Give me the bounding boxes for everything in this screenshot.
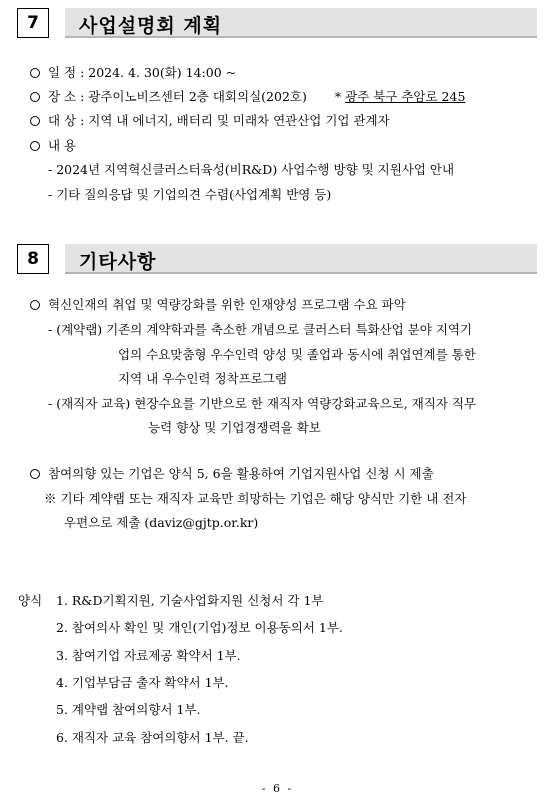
worker-edu-line: 능력 향상 및 기업경쟁력을 확보 — [148, 420, 321, 435]
form-item: 3. 참여기업 자료제공 확약서 1부. — [56, 648, 241, 663]
form-item: 2. 참여의사 확인 및 개인(기업)정보 이용동의서 1부. — [56, 620, 343, 635]
content-item: - 2024년 지역혁신클러스터육성(비R&D) 사업수행 방향 및 지원사업 안내 — [48, 162, 455, 177]
circle-bullet-icon — [30, 300, 40, 310]
form-item: 6. 재직자 교육 참여의향서 1부. 끝. — [56, 730, 249, 745]
section-title: 기타사항 — [79, 251, 157, 273]
schedule-place: 장 소 : 광주이노비즈센터 2층 대회의실(202호) * 광주 북구 추암로 245 — [30, 88, 465, 106]
circle-bullet-icon — [30, 92, 40, 102]
page-number: - 6 - — [261, 782, 294, 795]
circle-bullet-icon — [30, 469, 40, 479]
forms-label: 양식 — [18, 593, 43, 608]
content-item: - 기타 질의응답 및 기업의견 수렴(사업계획 반영 등) — [48, 187, 332, 202]
contract-lab-line: - (계약랩) 기존의 계약학과를 축소한 개념으로 클러스터 특화산업 분야 지역기 — [48, 322, 473, 337]
form-item: 4. 기업부담금 출자 확약서 1부. — [56, 675, 229, 690]
circle-bullet-icon — [30, 116, 40, 126]
section-7-header — [17, 8, 537, 38]
section-number: 8 — [17, 244, 49, 274]
circle-bullet-icon — [30, 141, 40, 151]
section-number: 7 — [17, 8, 49, 38]
worker-edu-line: - (재직자 교육) 현장수요를 기반으로 한 재직자 역량강화교육으로, 재직자 직무 — [48, 396, 477, 411]
contract-lab-line: 지역 내 우수인력 정착프로그램 — [118, 371, 287, 386]
place-note-prefix: * — [334, 89, 346, 104]
address-link[interactable]: 광주 북구 추암로 245 — [345, 89, 466, 104]
schedule-date: 일 정 : 2024. 4. 30(화) 14:00 ~ — [30, 64, 236, 82]
schedule-target: 대 상 : 지역 내 에너지, 배터리 및 미래차 연관산업 기업 관계자 — [30, 112, 390, 130]
schedule-content-label: 내 용 — [30, 137, 76, 155]
reference-note: 우편으로 제출 (daviz@gjtp.or.kr) — [64, 515, 259, 530]
application-notice: 참여의향 있는 기업은 양식 5, 6을 활용하여 기업지원사업 신청 시 제출 — [30, 465, 434, 483]
section-title: 사업설명회 계획 — [79, 15, 223, 37]
form-item: 5. 계약랩 참여의향서 1부. — [56, 702, 201, 717]
contract-lab-line: 업의 수요맞춤형 우수인력 양성 및 졸업과 동시에 취업연계를 통한 — [118, 347, 476, 362]
form-item: 1. R&D기획지원, 기술사업화지원 신청서 각 1부 — [56, 593, 324, 608]
section-8-header — [17, 244, 537, 274]
program-demand: 혁신인재의 취업 및 역량강화를 위한 인재양성 프로그램 수요 파악 — [30, 296, 406, 314]
circle-bullet-icon — [30, 68, 40, 78]
reference-note: ※ 기타 계약랩 또는 재직자 교육만 희망하는 기업은 해당 양식만 기한 내 전자 — [44, 491, 467, 506]
